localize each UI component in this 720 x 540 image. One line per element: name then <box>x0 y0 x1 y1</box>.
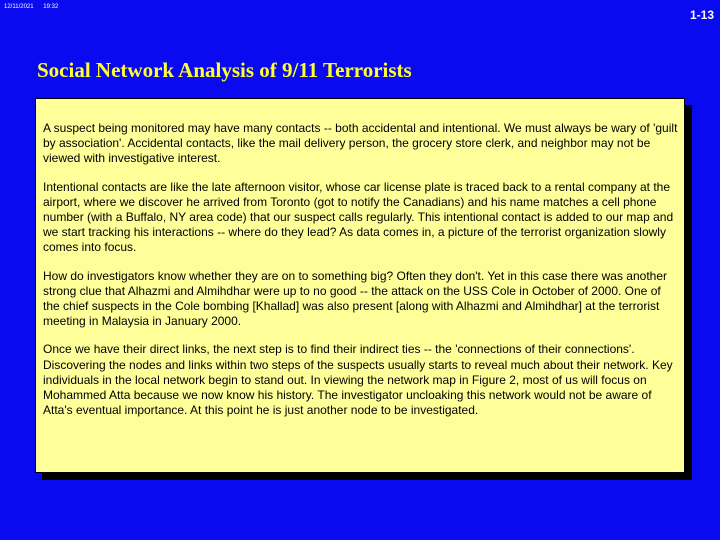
paragraph-3: How do investigators know whether they are on to something big? Often they don't. Yet in this case there was another strong clue that Alhazmi and Almihdhar were up to no good -- the attack on the USS Cole in October of 2000. One of the chief suspects in the Cole bombing [Khallad] was also present [along with Alhazmi and Almihdhar] at the terrorist meeting in Malaysia in January 2000. <box>43 268 667 329</box>
page-number: 1-13 <box>689 8 714 22</box>
slide-meta <box>4 4 66 10</box>
paragraph-1: A suspect being monitored may have many contacts -- both accidental and intentional. We must always be wary of 'guilt by association'. Accidental contacts, like the mail delivery person, the grocery store clerk, and neighbor may not be viewed with investigative interest. <box>43 121 678 166</box>
slide-title: Social Network Analysis of 9/11 Terrorists <box>37 58 412 82</box>
paragraph-4: Once we have their direct links, the next step is to find their indirect ties -- the 'connections of their connections'. Discovering the nodes and links within two steps of the suspects usually starts to reveal much about their network. Key individuals in the local network begin to stand out. In viewing the network map in Figure 2, most of us will focus on Mohammed Atta because we now know his history. The investigator uncloaking this network would not be aware of Atta's eventual importance. At this point he is just another node to be investigated. <box>43 342 673 418</box>
text-box <box>35 98 685 473</box>
paragraph-2: Intentional contacts are like the late afternoon visitor, whose car license plate is traced back to a rental company at the airport, where we discover he arrived from Toronto (got to notify the Canadians) and his name matches a cell phone number (with a Buffalo, NY area code) that our suspect calls regularly. This intentional contact is added to our map and we start tracking his interactions -- where do they lead? As data comes in, a picture of the terrorist organization slowly comes into focus. <box>43 179 674 255</box>
slide-time: 19:32 <box>43 4 59 10</box>
slide-date: 12/11/2021 <box>4 4 34 10</box>
